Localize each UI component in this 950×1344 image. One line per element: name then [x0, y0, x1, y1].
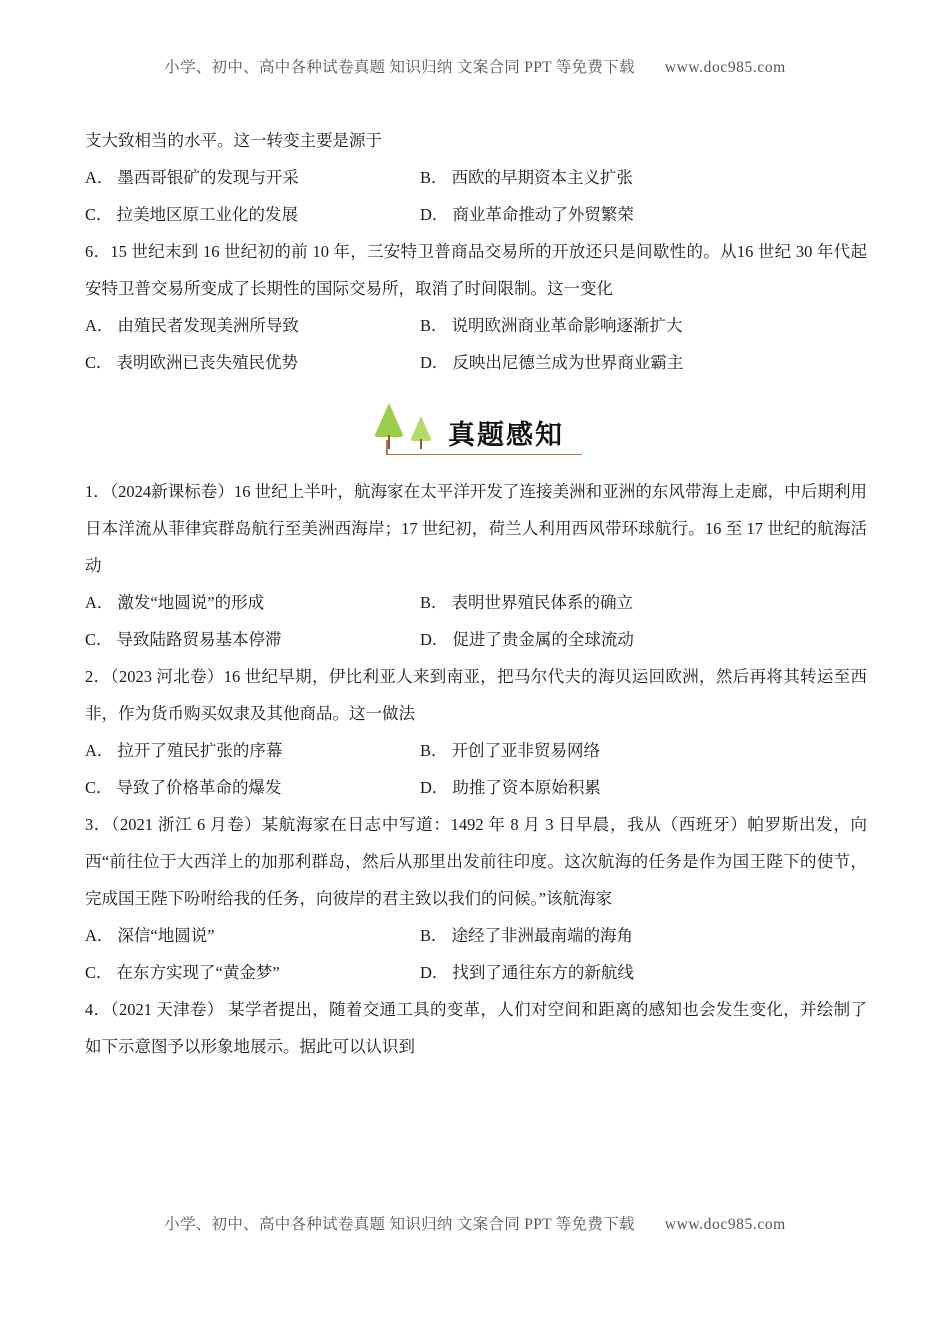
- option-c[interactable]: C． 在东方实现了“黄金梦”: [85, 963, 280, 982]
- option-row: [85, 196, 867, 233]
- question-block-3: [85, 806, 867, 991]
- running-footer: [0, 1212, 950, 1234]
- option-row: [85, 621, 867, 658]
- tree-icon-large: [374, 403, 404, 449]
- question-stem: 支大致相当的水平。这一转变主要是源于: [85, 131, 382, 150]
- option-c[interactable]: C． 导致陆路贸易基本停滞: [85, 630, 282, 649]
- option-c[interactable]: C． 导致了价格革命的爆发: [85, 778, 282, 797]
- option-b[interactable]: B． 说明欧洲商业革命影响逐渐扩大: [420, 316, 683, 335]
- document-body: [85, 122, 867, 1065]
- tree-icon-small: [410, 416, 432, 449]
- option-d[interactable]: D． 助推了资本原始积累: [420, 778, 601, 797]
- option-row: [85, 954, 867, 991]
- tree-trunk: [388, 435, 391, 449]
- option-d[interactable]: D． 商业革命推动了外贸繁荣: [420, 205, 634, 224]
- option-list: [85, 159, 867, 233]
- option-c[interactable]: C． 表明欧洲已丧失殖民优势: [85, 353, 299, 372]
- option-list: [85, 917, 867, 991]
- option-row: [85, 769, 867, 806]
- option-b[interactable]: B． 表明世界殖民体系的确立: [420, 593, 634, 612]
- option-a[interactable]: A． 激发“地圆说”的形成: [85, 593, 265, 612]
- option-a[interactable]: A． 拉开了殖民扩张的序幕: [85, 741, 283, 760]
- running-header: [0, 55, 950, 77]
- running-footer-text: 小学、初中、高中各种试卷真题 知识归纳 文案合同 PPT 等免费下载: [164, 1216, 635, 1233]
- option-row: [85, 732, 867, 769]
- option-a[interactable]: A． 由殖民者发现美洲所导致: [85, 316, 299, 335]
- tree-trunk: [420, 439, 422, 449]
- option-b[interactable]: B． 西欧的早期资本主义扩张: [420, 168, 634, 187]
- option-row: [85, 584, 867, 621]
- question-block-2: [85, 658, 867, 806]
- question-block-continued: [85, 122, 867, 233]
- option-row: [85, 344, 867, 381]
- option-b[interactable]: B． 途经了非洲最南端的海角: [420, 926, 634, 945]
- option-b[interactable]: B． 开创了亚非贸易网络: [420, 741, 601, 760]
- question-stem: 6．15 世纪末到 16 世纪初的前 10 年，三安特卫普商品交易所的开放还只是间歇性的。从16 世纪 30 年代起安特卫普交易所变成了长期性的国际交易所，取消了时间限制。这一变化: [85, 242, 868, 298]
- tree-crown: [410, 416, 432, 441]
- option-row: [85, 917, 867, 954]
- option-d[interactable]: D． 促进了贵金属的全球流动: [420, 630, 634, 649]
- option-list: [85, 584, 867, 658]
- option-list: [85, 732, 867, 806]
- section-title: 真题感知: [448, 420, 564, 451]
- option-row: [85, 307, 867, 344]
- question-stem: 1．（2024新课标卷）16 世纪上半叶，航海家在太平洋开发了连接美洲和亚洲的东风带海上走廊，中后期利用日本洋流从菲律宾群岛航行至美洲西海岸；17 世纪初，荷兰人利用西风带环球航行。16 至 17 世纪的航海活动: [85, 482, 867, 575]
- option-a[interactable]: A． 深信“地圆说”: [85, 926, 215, 945]
- question-block-6: [85, 233, 867, 381]
- question-stem: 4．（2021 天津卷） 某学者提出，随着交通工具的变革，人们对空间和距离的感知也会发生变化，并绘制了如下示意图予以形象地展示。据此可以认识到: [85, 1000, 867, 1056]
- question-stem: 2．（2023 河北卷）16 世纪早期，伊比利亚人来到南亚，把马尔代夫的海贝运回欧洲，然后再将其转运至西非，作为货币购买奴隶及其他商品。这一做法: [85, 667, 867, 723]
- section-banner-inner: [372, 399, 592, 463]
- option-d[interactable]: D． 找到了通往东方的新航线: [420, 963, 634, 982]
- question-stem: 3．（2021 浙江 6 月卷）某航海家在日志中写道：1492 年 8 月 3 日早晨，我从（西班牙）帕罗斯出发，向西“前往位于大西洋上的加那利群岛，然后从那里出发前往印度。这次航海的任务是作为国王陛下的使节，完成国王陛下吩咐给我的任务，向彼岸的君主致以我们的问候。”该航海家: [85, 815, 867, 908]
- option-d[interactable]: D． 反映出尼德兰成为世界商业霸主: [420, 353, 684, 372]
- running-header-url: www.doc985.com: [664, 59, 786, 76]
- question-block-1: [85, 473, 867, 658]
- running-header-text: 小学、初中、高中各种试卷真题 知识归纳 文案合同 PPT 等免费下载: [164, 59, 635, 76]
- banner-underline: [386, 454, 582, 456]
- option-a[interactable]: A． 墨西哥银矿的发现与开采: [85, 168, 299, 187]
- option-row: [85, 159, 867, 196]
- tree-crown: [374, 403, 404, 437]
- option-c[interactable]: C． 拉美地区原工业化的发展: [85, 205, 299, 224]
- running-footer-url: www.doc985.com: [664, 1216, 786, 1233]
- section-banner: [85, 399, 867, 463]
- option-list: [85, 307, 867, 381]
- question-block-4: [85, 991, 867, 1065]
